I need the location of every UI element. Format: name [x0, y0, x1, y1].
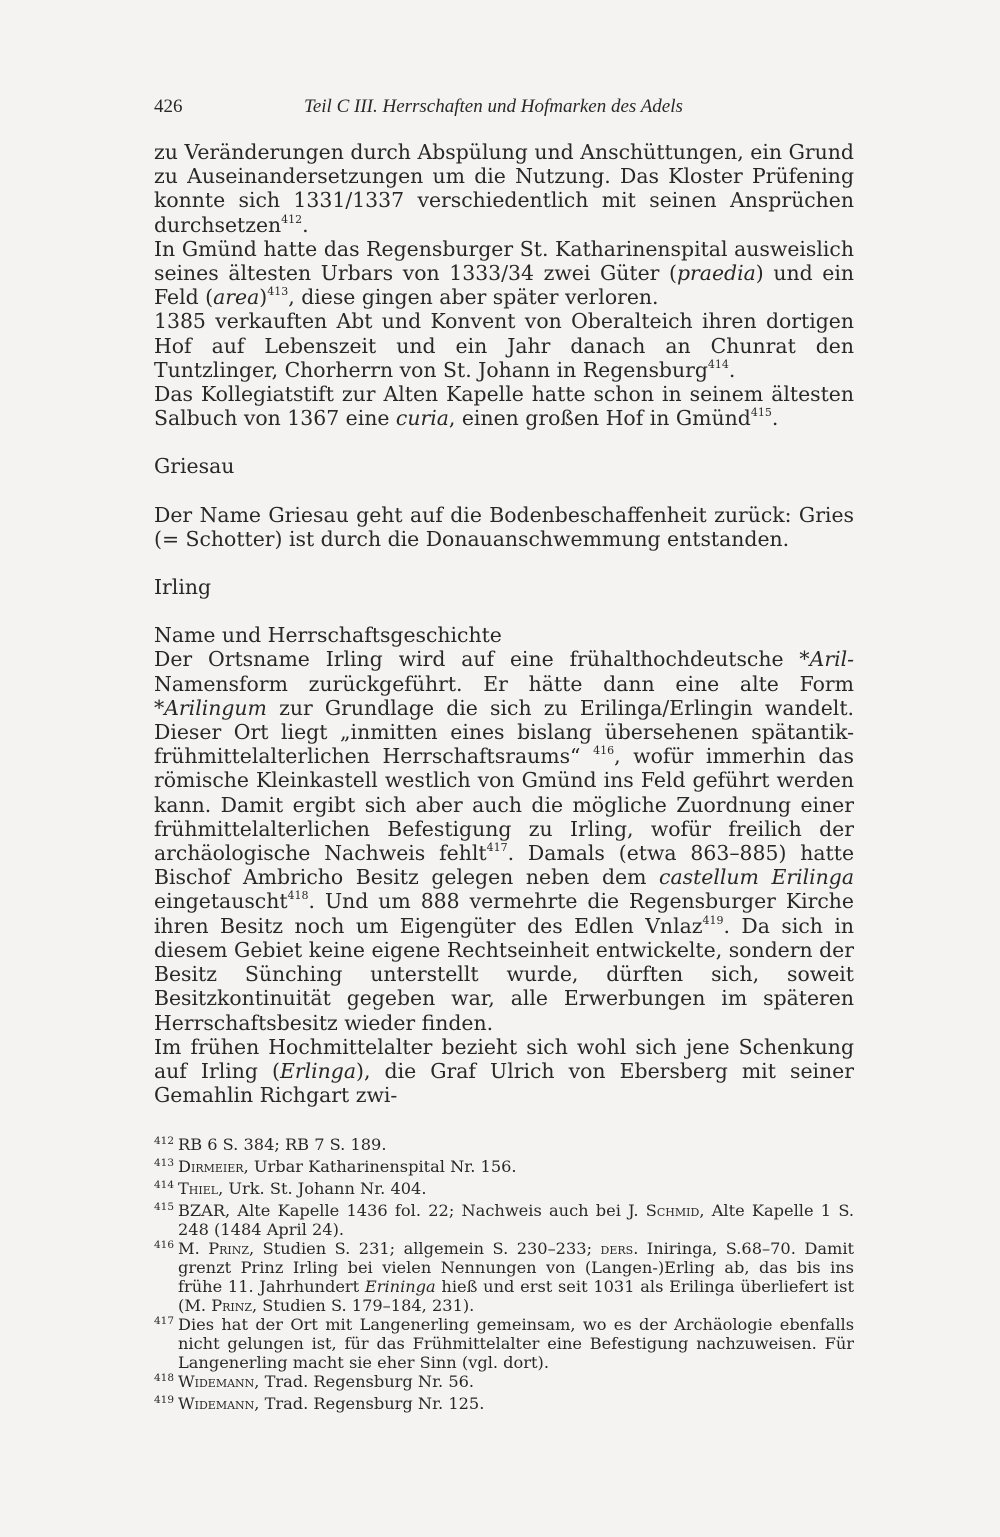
footnote: $^{414}$ Thiel, Urk. St. Johann Nr. 404. — [154, 1179, 427, 1199]
footnote-number: 416 — [154, 1239, 175, 1252]
footnote-number: 414 — [154, 1179, 175, 1192]
footnote: $^{417}$ Dies hat der Ort mit Langenerling gemeinsam, wo es der Archäologie ebenfalls nicht gelungen ist, für das Frühmittelalter eine Befestigung nachzuweisen. Für Langenerling macht sie eher Sinn (vgl. dort). — [154, 1315, 854, 1373]
paragraph: Im frühen Hochmittelalter bezieht sich wohl sich jene Schenkung auf Irling (Erlinga), die Graf Ulrich von Ebersberg mit seiner Gemahlin Richgart zwi- — [154, 1034, 854, 1108]
footnote-number: 418 — [154, 1372, 175, 1385]
page-header — [154, 96, 854, 132]
footnote-number: 419 — [154, 1394, 175, 1407]
footnote-ref: 415 — [750, 406, 772, 420]
footnote: $^{412}$ RB 6 S. 384; RB 7 S. 189. — [154, 1135, 387, 1155]
paragraph: In Gmünd hatte das Regensburger St. Katharinenspital ausweislich seines ältesten Urbars von 1333/34 zwei Güter (praedia) und ein Feld (area)$^{413}$, diese gingen aber später verloren. — [154, 236, 854, 310]
paragraph: Das Kollegiatstift zur Alten Kapelle hatte schon in seinem ältesten Salbuch von 1367 eine curia, einen großen Hof in Gmünd$^{415}$. — [154, 382, 854, 431]
page-number: 426 — [154, 96, 183, 117]
footnote-ref: 418 — [287, 889, 309, 903]
book-page — [154, 96, 854, 1416]
body-text — [154, 140, 854, 1107]
footnote-ref: 414 — [707, 357, 729, 371]
footnote-number: 413 — [154, 1157, 175, 1170]
footnote: $^{413}$ Dirmeier, Urbar Katharinenspital Nr. 156. — [154, 1157, 517, 1177]
footnote-number: 415 — [154, 1201, 175, 1214]
section-heading-griesau: Griesau — [154, 454, 235, 479]
footnote-number: 417 — [154, 1315, 175, 1328]
footnote-ref: 412 — [281, 212, 303, 226]
footnote-ref: 416 — [593, 744, 615, 758]
footnote: $^{419}$ Widemann, Trad. Regensburg Nr. 125. — [154, 1394, 485, 1414]
paragraph: zu Veränderungen durch Abspülung und Anschüttungen, ein Grund zu Auseinandersetzungen um die Nutzung. Das Kloster Prüfening konnte sich 1331/1337 verschiedentlich mit seinen Ansprüchen durchsetzen$^{412}$. — [154, 140, 854, 237]
subsection-heading: Name und Herrschaftsgeschichte — [154, 623, 502, 648]
footnote-ref: 413 — [267, 285, 289, 299]
paragraph: 1385 verkauften Abt und Konvent von Oberalteich ihren dortigen Hof auf Lebenszeit und ein Jahr danach an Chunrat den Tuntzlinger, Chorherrn von St. Johann in Regensburg$^{414}$. — [154, 309, 854, 382]
footnote-number: 412 — [154, 1135, 175, 1148]
paragraph: Der Name Griesau geht auf die Bodenbeschaffenheit zurück: Gries (= Schotter) ist durch die Donauanschwemmung entstanden. — [154, 502, 854, 551]
paragraph: Der Ortsname Irling wird auf eine frühalthochdeutsche *Aril- Namensform zurückgeführt. Er hätte dann eine alte Form *Arilingum zur Grundlage die sich zu Erilinga/Erlingin wandelt. Dieser Ort liegt „inmitten eines bislang übersehenen spätantik-frühmittelalterlichen Herrschaftsraums“ $^{416}$, wofür immerhin das römische Kleinkastell westlich von Gmünd ins Feld geführt werden kann. Damit ergibt sich aber auch die mögliche Zuordnung einer frühmittelalterlichen Befestigung zu Irling, wofür freilich der archäologische Nachweis fehlt$^{417}$. Damals (etwa 863–885) hatte Bischof Ambricho Besitz gelegen neben dem castellum Erilinga eingetauscht$^{418}$. Und um 888 vermehrte die Regensburger Kirche ihren Besitz noch um Eigengüter des Edlen Vnlaz$^{419}$. Da sich in diesem Gebiet keine eigene Rechtseinheit entwickelte, sondern der Besitz Sünching unterstellt wurde, dürften sich, soweit Besitzkontinuität gegeben war, alle Erwerbungen im späteren Herrschaftsbesitz wieder finden. — [154, 647, 855, 1035]
footnote: $^{415}$ BZAR, Alte Kapelle 1436 fol. 22; Nachweis auch bei J. Schmid, Alte Kapelle 1 S. 248 (1484 April 24). — [154, 1201, 854, 1240]
footnote-ref: 419 — [702, 913, 724, 927]
footnote-ref: 417 — [486, 841, 508, 855]
footnotes — [154, 1135, 854, 1416]
section-heading-irling: Irling — [154, 575, 212, 600]
running-title: Teil C III. Herrschaften und Hofmarken des Adels — [304, 96, 683, 117]
footnote: $^{416}$ M. Prinz, Studien S. 231; allgemein S. 230–233; ders. Iniringa, S.68–70. Damit grenzt Prinz Irling bei vielen Nennungen von (Langen-)Erling ab, das bis ins frühe 11. Jahrhundert Erininga hieß und erst seit 1031 als Erilinga überliefert ist (M. Prinz, Studien S. 179–184, 231). — [154, 1239, 854, 1316]
footnote: $^{418}$ Widemann, Trad. Regensburg Nr. 56. — [154, 1372, 475, 1392]
